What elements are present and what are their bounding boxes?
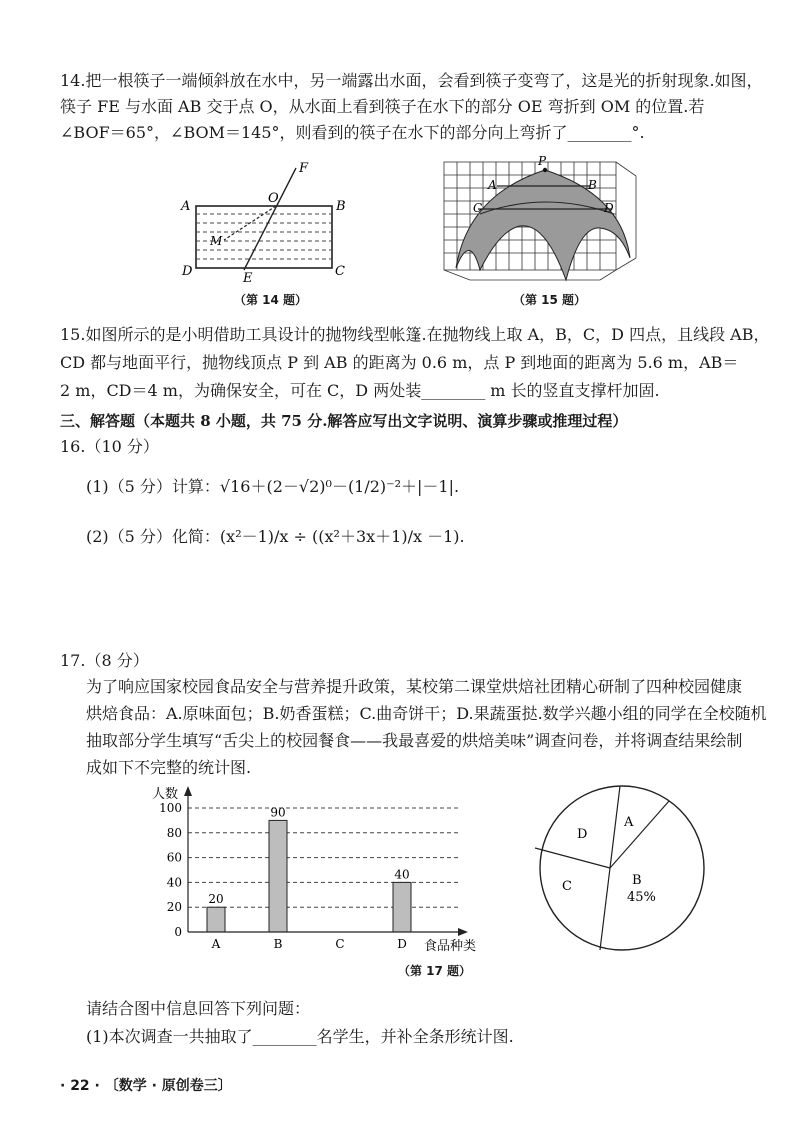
bar-y-tick: 40 (166, 875, 182, 890)
fig14-label-E: E (243, 271, 253, 286)
q17-header: 17.（8 分） (60, 651, 149, 670)
fig15-label-A: A (488, 178, 497, 192)
bar-data-label-D: 40 (394, 867, 410, 882)
bar-x-arrow (458, 928, 468, 936)
bar-x-tick: B (273, 937, 283, 951)
fig15-label-P: P (538, 154, 547, 168)
fig15-caption: （第 15 题） (513, 293, 587, 307)
bar-x-label: 食品种类 (424, 939, 477, 954)
section-three-heading: 三、解答题（本题共 8 小题，共 75 分.解答应写出文字说明、演算步骤或推理过程） (60, 412, 628, 430)
bar-B (269, 820, 287, 932)
pie-label-C: C (562, 879, 572, 894)
bar-y-tick: 100 (159, 801, 182, 815)
q16-part2: (2)（5 分）化简：(x²－1)/x ÷ ((x²＋3x＋1)/x －1). (86, 527, 465, 546)
q15-line2: CD 都与地面平行，抛物线顶点 P 到 AB 的距离为 0.6 m，点 P 到地面的距离为 5.6 m，AB＝ (60, 353, 739, 372)
bar-D (393, 882, 411, 932)
q17-p1: 为了响应国家校园食品安全与营养提升政策，某校第二课堂烘焙社团精心研制了四种校园健康 (86, 677, 743, 696)
fig14-label-O: O (268, 191, 279, 206)
fig17-caption: （第 17 题） (398, 964, 472, 978)
bar-x-tick: D (397, 937, 407, 951)
pie-label-D: D (577, 827, 588, 842)
q17-p2: 烘焙食品：A.原味面包；B.奶香蛋糕；C.曲奇饼干；D.果蔬蛋挞.数学兴趣小组的同学在全校随机 (86, 704, 767, 723)
bar-data-label-B: 90 (270, 805, 286, 820)
bar-y-tick: 20 (166, 900, 182, 915)
fig14-label-D: D (182, 264, 193, 279)
fig15-label-C: C (473, 201, 483, 215)
bar-x-tick: A (211, 937, 221, 951)
bar-y-label: 人数 (152, 787, 179, 802)
q15-line1: 15.如图所示的是小明借助工具设计的抛物线型帐篷.在抛物线上取 A，B，C，D 四点，且线段 AB， (60, 325, 770, 344)
q17-prompt: 请结合图中信息回答下列问题： (86, 999, 311, 1018)
fig14-label-M: M (210, 234, 223, 248)
bar-data-label-A: 20 (208, 892, 224, 907)
q14-line2: 筷子 FE 与水面 AB 交于点 O，从水面上看到筷子在水下的部分 OE 弯折到 OM 的位置.若 (60, 97, 705, 116)
pie-label-A: A (624, 815, 634, 830)
bar-x-tick: C (335, 937, 345, 951)
bar-y-tick: 60 (166, 850, 182, 865)
q15-line3: 2 m，CD＝4 m，为确保安全，可在 C，D 两处装________ m 长的竖直支撑杆加固. (60, 381, 660, 400)
bar-y-arrow (184, 786, 192, 796)
fig14-label-A: A (181, 199, 191, 214)
q16-header: 16.（10 分） (60, 437, 159, 456)
fig15-label-B: B (588, 178, 597, 192)
fig14-label-B: B (336, 199, 346, 214)
bar-chart (140, 780, 480, 954)
fig14-label-C: C (335, 264, 345, 279)
figure-15 (0, 0, 800, 320)
q14-line3: ∠BOF＝65°，∠BOM＝145°，则看到的筷子在水下的部分向上弯折了________°. (60, 123, 645, 142)
fig14-label-F: F (299, 161, 309, 176)
q17-p3: 抽取部分学生填写“舌尖上的校园餐食——我最喜爱的烘焙美味”调查问卷，并将调查结果绘制 (86, 731, 743, 750)
bar-A (207, 907, 225, 932)
fig15-label-D: D (604, 201, 614, 215)
page-footer: · 22 · 〔数学 · 原创卷三〕 (60, 1078, 232, 1094)
pie-chart (532, 778, 712, 958)
bar-y-tick: 0 (174, 925, 182, 939)
pie-label-B: B (632, 873, 642, 888)
q16-part1: (1)（5 分）计算：√16＋(2－√2)⁰－(1/2)⁻²＋|－1|. (86, 477, 460, 496)
pie-outline (540, 786, 704, 950)
q14-line1: 14.把一根筷子一端倾斜放在水中，另一端露出水面，会看到筷子变弯了，这是光的折射现象.如图， (60, 71, 763, 90)
bar-y-tick: 80 (166, 825, 182, 840)
pie-label-B-percent: 45% (627, 890, 656, 905)
q17-sub1: (1)本次调查一共抽取了________名学生，并补全条形统计图. (86, 1027, 514, 1046)
q17-p4: 成如下不完整的统计图. (86, 758, 252, 777)
fig14-caption: （第 14 题） (234, 293, 308, 307)
